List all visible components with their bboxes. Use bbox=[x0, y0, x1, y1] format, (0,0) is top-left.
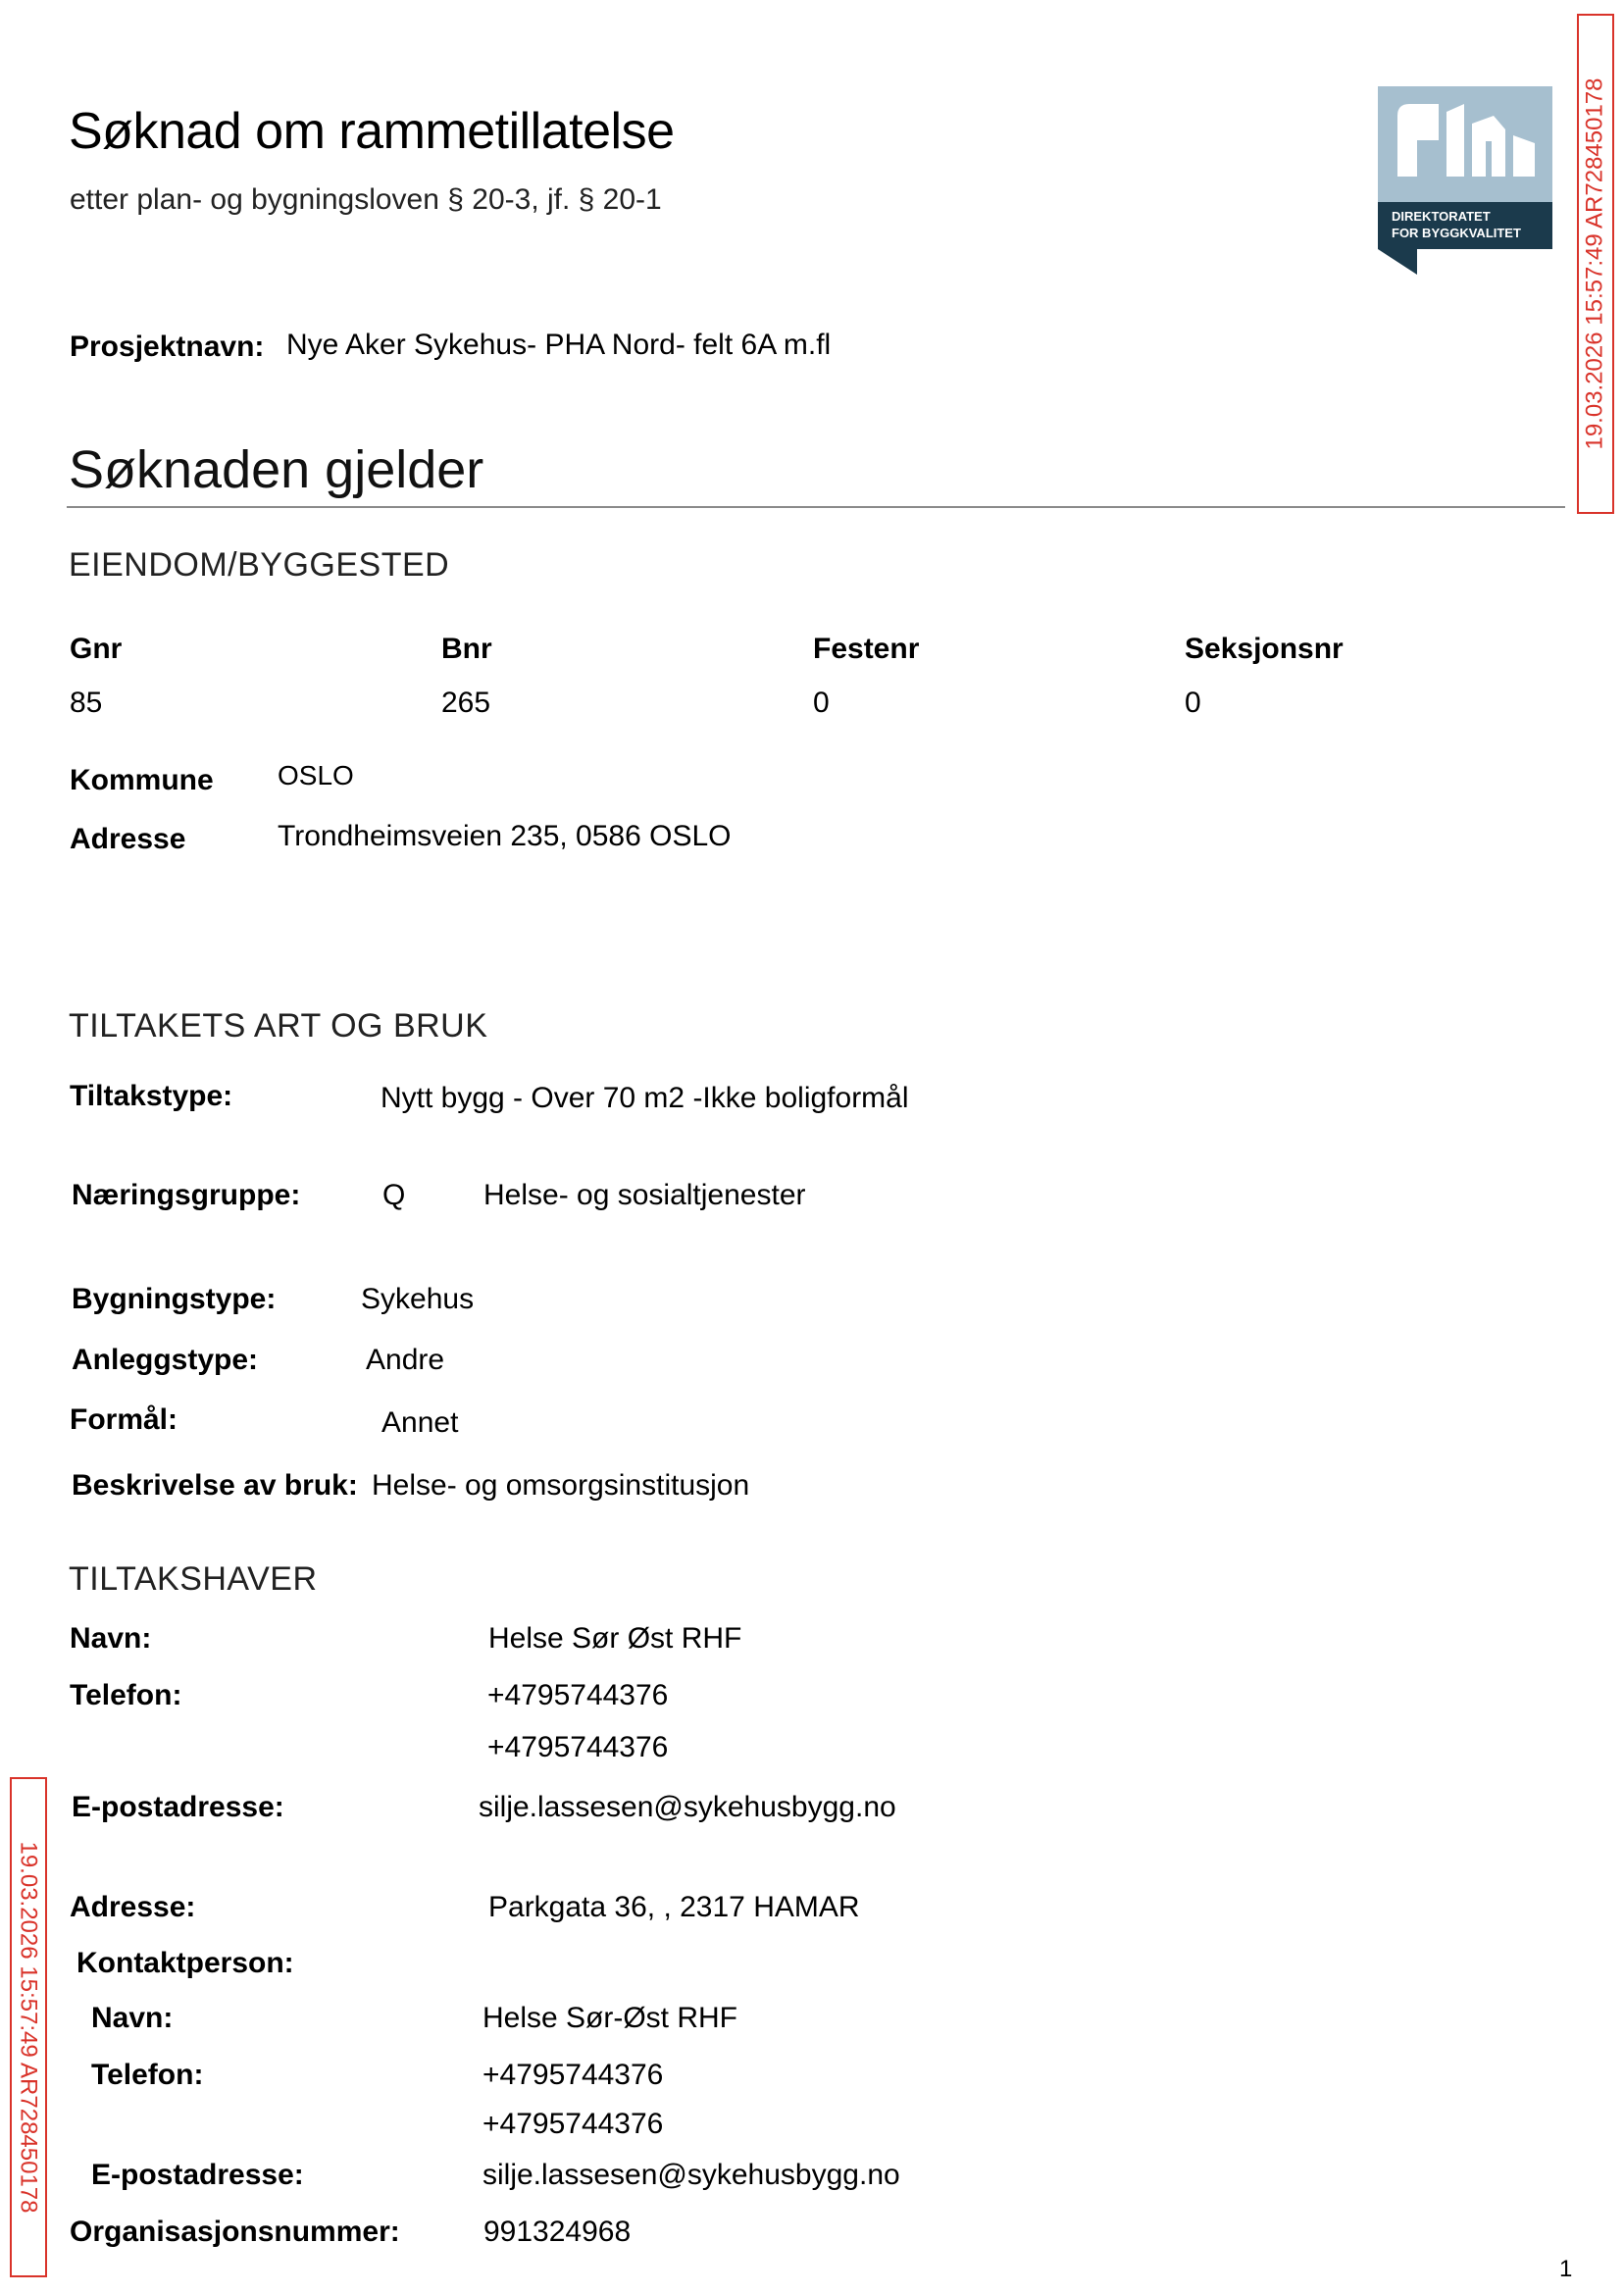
formal-label: Formål: bbox=[70, 1403, 178, 1436]
tiltakshaver-name-label: Navn: bbox=[70, 1622, 152, 1655]
page-number: 1 bbox=[1559, 2256, 1573, 2282]
naeringsgruppe-label: Næringsgruppe: bbox=[72, 1179, 301, 1211]
tiltakstype-label: Tiltakstype: bbox=[70, 1080, 233, 1112]
property-heading: EIENDOM/BYGGESTED bbox=[69, 546, 450, 584]
festenr-label: Festenr bbox=[813, 633, 920, 665]
contact-phone-value-1: +4795744376 bbox=[482, 2059, 664, 2091]
bygningstype-value: Sykehus bbox=[361, 1283, 475, 1315]
contact-email-label: E-postadresse: bbox=[91, 2159, 304, 2191]
tiltakstype-value: Nytt bygg - Over 70 m2 -Ikke boligformål bbox=[381, 1082, 909, 1114]
contact-name-value: Helse Sør-Øst RHF bbox=[482, 2002, 738, 2034]
logo-text-line2: FOR BYGGKVALITET bbox=[1392, 226, 1521, 240]
seksjonsnr-value: 0 bbox=[1185, 687, 1201, 719]
tiltakshaver-name-value: Helse Sør Øst RHF bbox=[488, 1622, 742, 1655]
tiltakshaver-email-value: silje.lassesen@sykehusbygg.no bbox=[479, 1791, 896, 1823]
naeringsgruppe-code: Q bbox=[382, 1179, 406, 1211]
tiltakshaver-email-label: E-postadresse: bbox=[72, 1791, 284, 1823]
org-number-label: Organisasjonsnummer: bbox=[70, 2216, 400, 2248]
contact-phone-value-2: +4795744376 bbox=[482, 2108, 664, 2140]
project-name-value: Nye Aker Sykehus- PHA Nord- felt 6A m.fl bbox=[286, 329, 832, 361]
kommune-value: OSLO bbox=[278, 760, 354, 790]
bnr-value: 265 bbox=[441, 687, 491, 719]
kommune-label: Kommune bbox=[70, 764, 214, 796]
tiltakshaver-phone-value-2: +4795744376 bbox=[487, 1731, 669, 1763]
section-heading: Søknaden gjelder bbox=[69, 440, 484, 499]
logo-text-line1: DIREKTORATET bbox=[1392, 209, 1491, 224]
property-address-value: Trondheimsveien 235, 0586 OSLO bbox=[278, 820, 732, 852]
bygningstype-label: Bygningstype: bbox=[72, 1283, 277, 1315]
timestamp-stamp-bottom bbox=[10, 1777, 47, 2277]
seksjonsnr-label: Seksjonsnr bbox=[1185, 633, 1344, 665]
anleggstype-value: Andre bbox=[366, 1344, 445, 1376]
tiltakshaver-heading: TILTAKSHAVER bbox=[69, 1560, 318, 1598]
festenr-value: 0 bbox=[813, 687, 830, 719]
stamp-text-top: 19.03.2026 15:57:49 AR728450178 bbox=[1582, 77, 1608, 450]
section-divider bbox=[67, 506, 1565, 508]
contact-name-label: Navn: bbox=[91, 2002, 174, 2034]
tiltak-heading: TILTAKETS ART OG BRUK bbox=[69, 1007, 488, 1045]
document-subtitle: etter plan- og bygningsloven § 20-3, jf. § 20-1 bbox=[70, 183, 662, 216]
bnr-label: Bnr bbox=[441, 633, 492, 665]
dibk-logo bbox=[1378, 86, 1552, 275]
tiltakshaver-phone-label: Telefon: bbox=[70, 1679, 182, 1711]
stamp-text-bottom: 19.03.2026 15:57:49 AR728450178 bbox=[16, 1841, 42, 2214]
org-number-value: 991324968 bbox=[483, 2216, 632, 2248]
project-name-label: Prosjektnavn: bbox=[70, 331, 265, 363]
timestamp-stamp-top bbox=[1577, 14, 1614, 514]
gnr-label: Gnr bbox=[70, 633, 123, 665]
tiltakshaver-address-value: Parkgata 36, , 2317 HAMAR bbox=[488, 1891, 860, 1923]
formal-value: Annet bbox=[381, 1406, 459, 1439]
property-address-label: Adresse bbox=[70, 823, 186, 855]
dibk-logo-graphic bbox=[1378, 86, 1552, 275]
beskrivelse-value: Helse- og omsorgsinstitusjon bbox=[372, 1469, 750, 1502]
contact-person-label: Kontaktperson: bbox=[76, 1947, 294, 1979]
tiltakshaver-phone-value-1: +4795744376 bbox=[487, 1679, 669, 1711]
contact-phone-label: Telefon: bbox=[91, 2059, 204, 2091]
anleggstype-label: Anleggstype: bbox=[72, 1344, 259, 1376]
document-title: Søknad om rammetillatelse bbox=[69, 103, 675, 160]
beskrivelse-label: Beskrivelse av bruk: bbox=[72, 1469, 358, 1502]
contact-email-value: silje.lassesen@sykehusbygg.no bbox=[482, 2159, 900, 2191]
naeringsgruppe-value: Helse- og sosialtjenester bbox=[483, 1179, 806, 1211]
gnr-value: 85 bbox=[70, 687, 103, 719]
tiltakshaver-address-label: Adresse: bbox=[70, 1891, 196, 1923]
